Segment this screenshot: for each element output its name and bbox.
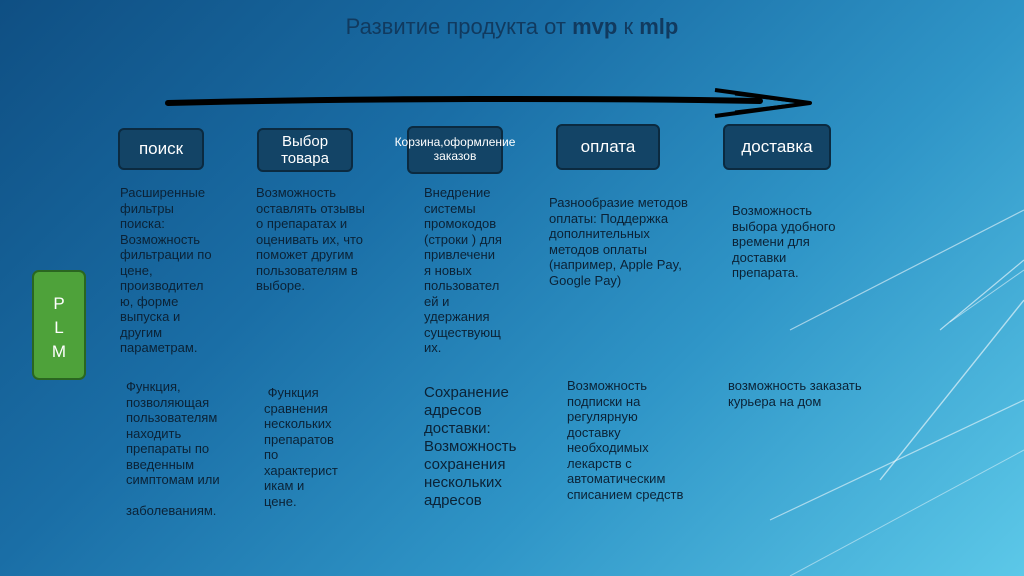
payment-feature-subscription: Возможность подписки на регулярную доставку необходимых лекарств с автоматическим списанием средств	[567, 378, 684, 502]
stage-cart-checkout: Корзина,оформление заказов	[407, 126, 503, 174]
stage-search: поиск	[118, 128, 204, 170]
cart-feature-addresses: Сохранение адресов доставки: Возможность сохранения нескольких адресов	[424, 384, 517, 509]
slide-title: Развитие продукта от mvp к mlp	[345, 14, 679, 39]
plm-badge	[32, 270, 86, 380]
stage-delivery: доставка	[723, 124, 831, 170]
product-feature-compare: Функция сравнения нескольких препаратов по характерист икам и цене.	[264, 385, 338, 509]
plm-letter: P	[53, 294, 65, 313]
payment-feature-methods: Разнообразие методов оплаты: Поддержка дополнительных методов оплаты (например, Apple Pay, Google Pay)	[549, 195, 688, 288]
stage-product-choice: Выбор товара	[257, 128, 353, 172]
plm-letter: L	[54, 318, 64, 337]
search-feature-filters: Расширенные фильтры поиска: Возможность фильтрации по цене, производител ю, форме выпуска и другим параметрам.	[120, 185, 212, 355]
cart-feature-promocodes: Внедрение системы промокодов (строки ) для привлечени я новых пользовател ей и удержания существующ их.	[424, 185, 502, 355]
delivery-feature-time: Возможность выбора удобного времени для доставки препарата.	[732, 203, 836, 280]
stage-payment: оплата	[556, 124, 660, 170]
product-feature-reviews: Возможность оставлять отзывы о препаратах и оценивать их, что поможет другим пользователям в выборе.	[256, 185, 365, 293]
plm-letter: M	[51, 342, 67, 361]
delivery-feature-courier: возможность заказать курьера на дом	[728, 378, 862, 409]
search-feature-symptoms: Функция, позволяющая пользователям находить препараты по введенным симптомам или заболеваниям.	[126, 379, 220, 518]
progress-arrow	[160, 86, 820, 120]
